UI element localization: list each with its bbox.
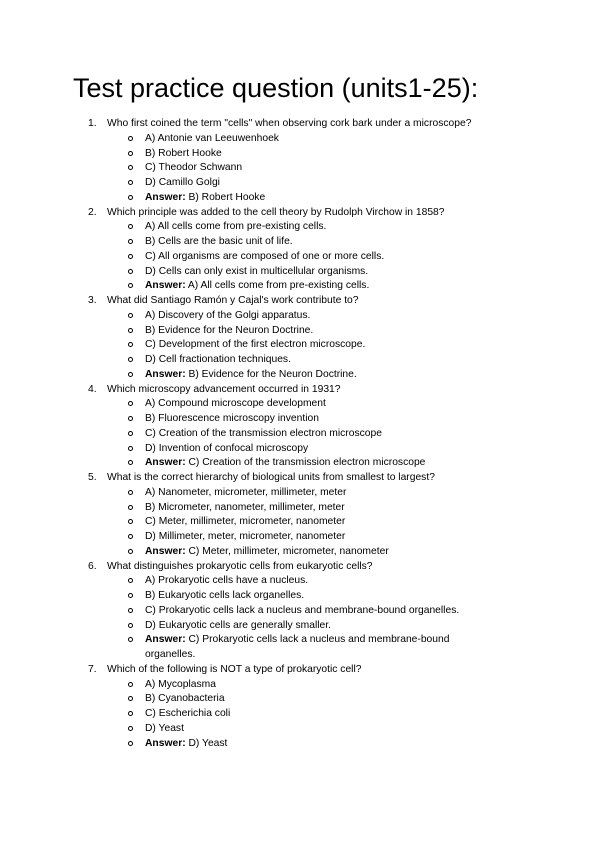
answer-text: C) Meter, millimeter, micrometer, nanometer — [185, 545, 389, 557]
circle-bullet-icon — [128, 741, 133, 746]
answer-item — [0, 191, 600, 206]
option-text: B) Cyanobacteria — [145, 693, 225, 705]
answer-item — [0, 737, 600, 752]
question-number: 7. — [88, 663, 97, 675]
question-number: 4. — [88, 383, 97, 395]
question-text: Which of the following is NOT a type of prokaryotic cell? — [107, 663, 362, 675]
answer-label: Answer: — [145, 368, 186, 380]
circle-bullet-icon — [128, 416, 133, 421]
circle-bullet-icon — [128, 269, 133, 274]
circle-bullet-icon — [128, 726, 133, 731]
question-number: 6. — [88, 560, 97, 572]
answer-item — [0, 456, 600, 471]
option-item — [0, 692, 600, 707]
question-text: What did Santiago Ramón y Cajal's work contribute to? — [107, 295, 359, 306]
question-row — [0, 471, 600, 486]
question-number: 3. — [88, 295, 97, 306]
question-text: What distinguishes prokaryotic cells from eukaryotic cells? — [107, 560, 373, 572]
option-item — [0, 412, 600, 427]
question-row — [0, 383, 600, 398]
answer-item — [0, 279, 600, 294]
option-item — [0, 220, 600, 235]
option-text: A) All cells come from pre-existing cells. — [145, 221, 327, 233]
question-text: What is the correct hierarchy of biological units from smallest to largest? — [107, 472, 435, 483]
option-list — [0, 397, 600, 471]
answer-text: B) Robert Hooke — [185, 191, 266, 203]
option-item — [0, 589, 600, 604]
question-item — [0, 117, 600, 206]
option-text: D) Millimeter, meter, micrometer, nanometer — [145, 531, 346, 542]
circle-bullet-icon — [128, 342, 133, 347]
circle-bullet-icon — [128, 357, 133, 362]
circle-bullet-icon — [128, 549, 133, 554]
option-text: D) Cells can only exist in multicellular organisms. — [145, 265, 369, 277]
question-text: Which principle was added to the cell theory by Rudolph Virchow in 1858? — [107, 206, 445, 218]
answer-label: Answer: — [145, 191, 186, 203]
circle-bullet-icon — [128, 696, 133, 701]
option-item — [0, 722, 600, 737]
circle-bullet-icon — [128, 637, 133, 642]
option-text: D) Eukaryotic cells are generally smaller. — [145, 619, 331, 631]
answer-item — [0, 633, 600, 663]
answer-label: Answer: — [145, 634, 186, 646]
question-number: 5. — [88, 472, 97, 483]
option-text: C) Theodor Schwann — [145, 162, 243, 174]
circle-bullet-icon — [128, 682, 133, 687]
question-number: 2. — [88, 206, 97, 218]
circle-bullet-icon — [128, 490, 133, 495]
option-item — [0, 147, 600, 162]
option-item — [0, 132, 600, 147]
circle-bullet-icon — [128, 460, 133, 465]
answer-item — [0, 368, 600, 383]
circle-bullet-icon — [128, 195, 133, 200]
answer-label: Answer: — [145, 545, 186, 557]
option-text: A) Antonie van Leeuwenhoek — [145, 132, 279, 144]
option-text: A) Compound microscope development — [145, 398, 326, 410]
circle-bullet-icon — [128, 180, 133, 185]
option-text: C) All organisms are composed of one or more cells. — [145, 250, 385, 262]
question-number: 1. — [88, 118, 97, 129]
circle-bullet-icon — [128, 372, 133, 377]
answer-label: Answer: — [145, 457, 186, 469]
answer-line — [145, 279, 465, 294]
circle-bullet-icon — [128, 593, 133, 598]
option-text: B) Eukaryotic cells lack organelles. — [145, 590, 305, 601]
question-text: Which microscopy advancement occurred in 1931? — [107, 383, 341, 395]
option-item — [0, 353, 600, 368]
option-text: C) Creation of the transmission electron microscope — [145, 427, 382, 439]
option-text: D) Yeast — [145, 722, 184, 734]
option-item — [0, 707, 600, 722]
option-item — [0, 486, 600, 501]
question-item — [0, 663, 600, 752]
option-item — [0, 574, 600, 589]
option-text: C) Development of the first electron microscope. — [145, 339, 366, 351]
circle-bullet-icon — [128, 711, 133, 716]
circle-bullet-icon — [128, 239, 133, 244]
option-item — [0, 324, 600, 339]
circle-bullet-icon — [128, 578, 133, 583]
answer-text: A) All cells come from pre-existing cells. — [185, 280, 370, 292]
option-text: D) Cell fractionation techniques. — [145, 354, 291, 365]
option-text: A) Prokaryotic cells have a nucleus. — [145, 575, 309, 587]
option-item — [0, 176, 600, 191]
option-list — [0, 486, 600, 560]
answer-label: Answer: — [145, 280, 186, 292]
option-item — [0, 338, 600, 353]
circle-bullet-icon — [128, 446, 133, 451]
option-text: B) Cells are the basic unit of life. — [145, 236, 293, 247]
question-item — [0, 471, 600, 560]
circle-bullet-icon — [128, 401, 133, 406]
question-item — [0, 206, 600, 295]
option-item — [0, 442, 600, 457]
option-text: D) Invention of confocal microscopy — [145, 442, 309, 454]
circle-bullet-icon — [128, 283, 133, 288]
answer-line — [145, 633, 465, 663]
question-row — [0, 560, 600, 575]
option-text: B) Evidence for the Neuron Doctrine. — [145, 324, 314, 336]
option-list — [0, 574, 600, 663]
option-item — [0, 235, 600, 250]
question-row — [0, 117, 600, 132]
circle-bullet-icon — [128, 534, 133, 539]
option-item — [0, 515, 600, 530]
option-text: A) Mycoplasma — [145, 678, 216, 690]
circle-bullet-icon — [128, 623, 133, 628]
answer-line — [145, 191, 465, 206]
option-text: A) Nanometer, micrometer, millimeter, meter — [145, 486, 347, 498]
option-item — [0, 161, 600, 176]
circle-bullet-icon — [128, 328, 133, 333]
option-item — [0, 619, 600, 634]
option-text: A) Discovery of the Golgi apparatus. — [145, 309, 311, 321]
question-item — [0, 560, 600, 663]
circle-bullet-icon — [128, 165, 133, 170]
answer-line — [145, 545, 465, 560]
question-list — [0, 117, 600, 751]
question-row — [0, 294, 600, 309]
circle-bullet-icon — [128, 505, 133, 510]
option-item — [0, 397, 600, 412]
option-text: C) Meter, millimeter, micrometer, nanometer — [145, 516, 346, 528]
circle-bullet-icon — [128, 313, 133, 318]
option-item — [0, 427, 600, 442]
option-item — [0, 678, 600, 693]
option-text: B) Fluorescence microscopy invention — [145, 413, 319, 424]
answer-text: B) Evidence for the Neuron Doctrine. — [185, 368, 357, 380]
question-item — [0, 383, 600, 472]
option-list — [0, 220, 600, 294]
option-text: C) Escherichia coli — [145, 708, 231, 719]
option-item — [0, 604, 600, 619]
question-item — [0, 294, 600, 383]
answer-text: D) Yeast — [185, 737, 228, 749]
option-list — [0, 132, 600, 206]
circle-bullet-icon — [128, 151, 133, 156]
circle-bullet-icon — [128, 519, 133, 524]
answer-line — [145, 368, 465, 383]
circle-bullet-icon — [128, 431, 133, 436]
answer-line — [145, 456, 465, 471]
option-list — [0, 678, 600, 752]
option-item — [0, 265, 600, 280]
circle-bullet-icon — [128, 254, 133, 259]
option-text: C) Prokaryotic cells lack a nucleus and membrane-bound organelles. — [145, 604, 460, 616]
option-item — [0, 309, 600, 324]
page-title: Test practice question (units1-25): — [73, 73, 479, 103]
option-list — [0, 309, 600, 383]
answer-line — [145, 737, 465, 752]
option-text: B) Robert Hooke — [145, 147, 222, 159]
question-row — [0, 206, 600, 221]
option-text: D) Camillo Golgi — [145, 177, 220, 188]
option-text: B) Micrometer, nanometer, millimeter, meter — [145, 501, 345, 513]
option-item — [0, 530, 600, 545]
answer-text: C) Creation of the transmission electron microscope — [185, 457, 426, 469]
option-item — [0, 501, 600, 516]
circle-bullet-icon — [128, 136, 133, 141]
answer-item — [0, 545, 600, 560]
circle-bullet-icon — [128, 608, 133, 613]
answer-text: C) Prokaryotic cells lack a nucleus and membrane-bound organelles. — [145, 634, 450, 660]
question-text: Who first coined the term "cells" when observing cork bark under a microscope? — [107, 118, 472, 129]
circle-bullet-icon — [128, 224, 133, 229]
answer-label: Answer: — [145, 737, 186, 749]
question-row — [0, 663, 600, 678]
option-item — [0, 250, 600, 265]
